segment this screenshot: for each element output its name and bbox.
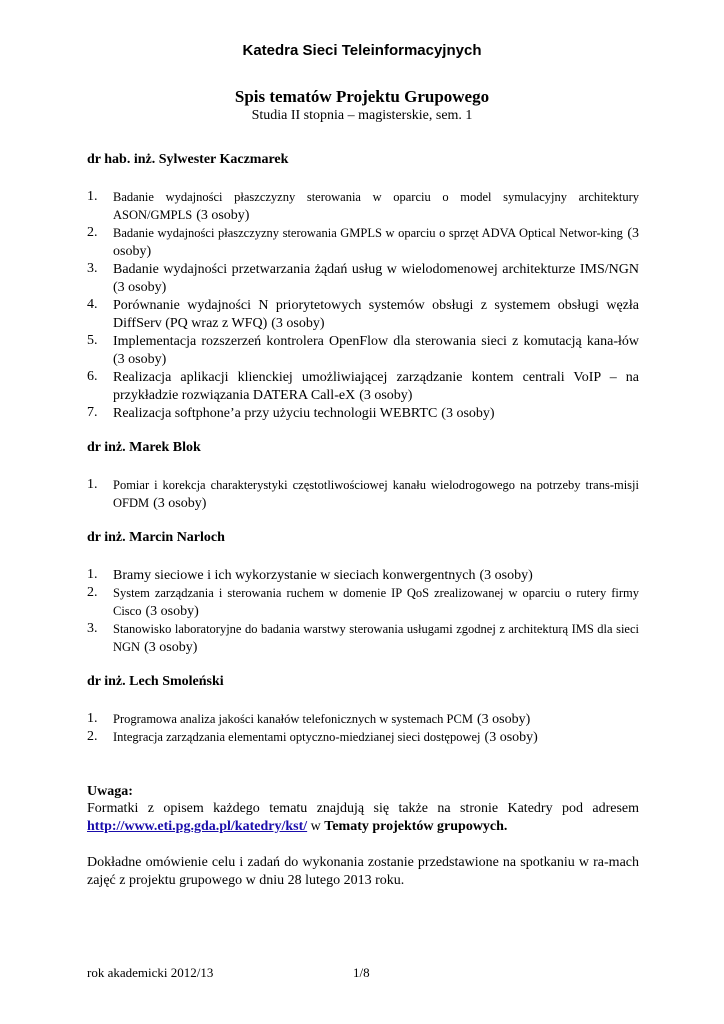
note-link-label: Tematy projektów grupowych. [324, 819, 508, 834]
footer-academic-year: rok akademicki 2012/13 [87, 965, 214, 980]
list-item [87, 224, 639, 260]
author-heading: dr inż. Marcin Narloch [87, 530, 225, 545]
note-paragraph [87, 800, 639, 836]
note-heading: Uwaga: [87, 784, 133, 799]
page-subtitle: Studia II stopnia – magisterskie, sem. 1 [251, 108, 473, 123]
item-number: 1. [87, 189, 98, 204]
item-number: 5. [87, 333, 98, 348]
item-text: Realizacja aplikacji klienckiej umożliwiającej zarządzanie kontem centrali VoIP – na przykładzie rozwiązania DATERA Call-eX [113, 370, 639, 403]
item-number: 1. [87, 711, 98, 726]
item-text: System zarządzania i sterowania ruchem w domenie IP QoS zrealizowanej w oparciu o rutery firmy Cisco [113, 586, 639, 618]
department-heading: Katedra Sieci Teleinformacyjnych [242, 42, 482, 59]
list-item [87, 368, 639, 404]
note-connector: w [307, 819, 325, 834]
item-suffix: (3 osoby) [359, 388, 413, 403]
page-title: Spis tematów Projektu Grupowego [234, 87, 490, 106]
item-number: 4. [87, 297, 98, 312]
item-text: Badanie wydajności płaszczyzny sterowania GMPLS w oparciu o sprzęt ADVA Optical Networ-king [113, 226, 623, 240]
topics-content [87, 152, 639, 890]
item-suffix: (3 osoby) [441, 406, 495, 421]
item-suffix: (3 osoby) [476, 712, 531, 727]
list-item [87, 260, 639, 296]
topic-list [87, 566, 639, 656]
item-number: 6. [87, 369, 98, 384]
author-heading: dr hab. inż. Sylwester Kaczmarek [87, 152, 289, 167]
department-link[interactable]: http://www.eti.pg.gda.pl/katedry/kst/ [87, 819, 308, 834]
item-suffix: (3 osoby) [113, 352, 167, 367]
item-suffix: (3 osoby) [271, 316, 325, 331]
list-item [87, 584, 639, 620]
item-number: 2. [87, 585, 98, 600]
item-suffix: (3 osoby) [484, 730, 538, 745]
list-item [87, 188, 639, 224]
item-text: Stanowisko laboratoryjne do badania warstwy sterowania usługami zgodnej z architekturą IMS dla sieci NGN [113, 622, 639, 654]
item-text: Bramy sieciowe i ich wykorzystanie w sieciach konwergentnych [113, 568, 476, 583]
item-suffix: (3 osoby) [113, 226, 639, 259]
note-section [87, 784, 639, 890]
item-suffix: (3 osoby) [153, 496, 207, 511]
item-text: Pomiar i korekcja charakterystyki częstotliwościowej kanału wielodrogowego na potrzeby trans-misji OFDM [113, 478, 639, 510]
item-text: Badanie wydajności płaszczyzny sterowania w oparciu o model symulacyjny architektury ASON/GMPLS [113, 190, 639, 222]
topic-list [87, 188, 639, 422]
item-number: 2. [87, 225, 98, 240]
list-item [87, 332, 639, 368]
item-text: Programowa analiza jakości kanałów telefonicznych w systemach PCM [113, 712, 473, 726]
item-number: 3. [87, 621, 98, 636]
author-heading: dr inż. Marek Blok [87, 440, 201, 455]
item-suffix: (3 osoby) [144, 640, 198, 655]
list-item [87, 476, 639, 512]
list-item [87, 728, 639, 746]
footer-page-number: 1/8 [353, 965, 370, 980]
item-number: 1. [87, 477, 98, 492]
item-text: Porównanie wydajności N priorytetowych systemów obsługi z systemem obsługi węzła DiffServ (PQ wraz z WFQ) [113, 298, 639, 331]
item-suffix: (3 osoby) [113, 280, 167, 295]
note-text: Formatki z opisem każdego tematu znajdują się także na stronie Katedry pod adresem [87, 801, 639, 816]
item-text: Badanie wydajności przetwarzania żądań usług w wielodomenowej architekturze IMS/NGN [113, 262, 639, 277]
item-suffix: (3 osoby) [145, 604, 199, 619]
meeting-paragraph: Dokładne omówienie celu i zadań do wykonania zostanie przedstawione na spotkaniu w ra-mach zajęć z projektu grupowego w dniu 28 lutego 2013 roku. [87, 855, 639, 888]
topic-list [87, 476, 639, 512]
topic-list [87, 710, 639, 746]
list-item [87, 296, 639, 332]
list-item [87, 404, 639, 422]
item-number: 3. [87, 261, 98, 276]
item-suffix: (3 osoby) [479, 568, 533, 583]
item-number: 1. [87, 567, 98, 582]
list-item [87, 620, 639, 656]
list-item [87, 710, 639, 728]
item-suffix: (3 osoby) [196, 208, 250, 223]
item-text: Integracja zarządzania elementami optyczno-miedzianej sieci dostępowej [113, 730, 481, 744]
item-text: Implementacja rozszerzeń kontrolera OpenFlow dla sterowania sieci z komutacją kana-łów [113, 334, 639, 349]
list-item [87, 566, 639, 584]
author-heading: dr inż. Lech Smoleński [87, 674, 224, 689]
item-number: 2. [87, 729, 98, 744]
item-number: 7. [87, 405, 98, 420]
item-text: Realizacja softphone’a przy użyciu technologii WEBRTC [113, 406, 438, 421]
